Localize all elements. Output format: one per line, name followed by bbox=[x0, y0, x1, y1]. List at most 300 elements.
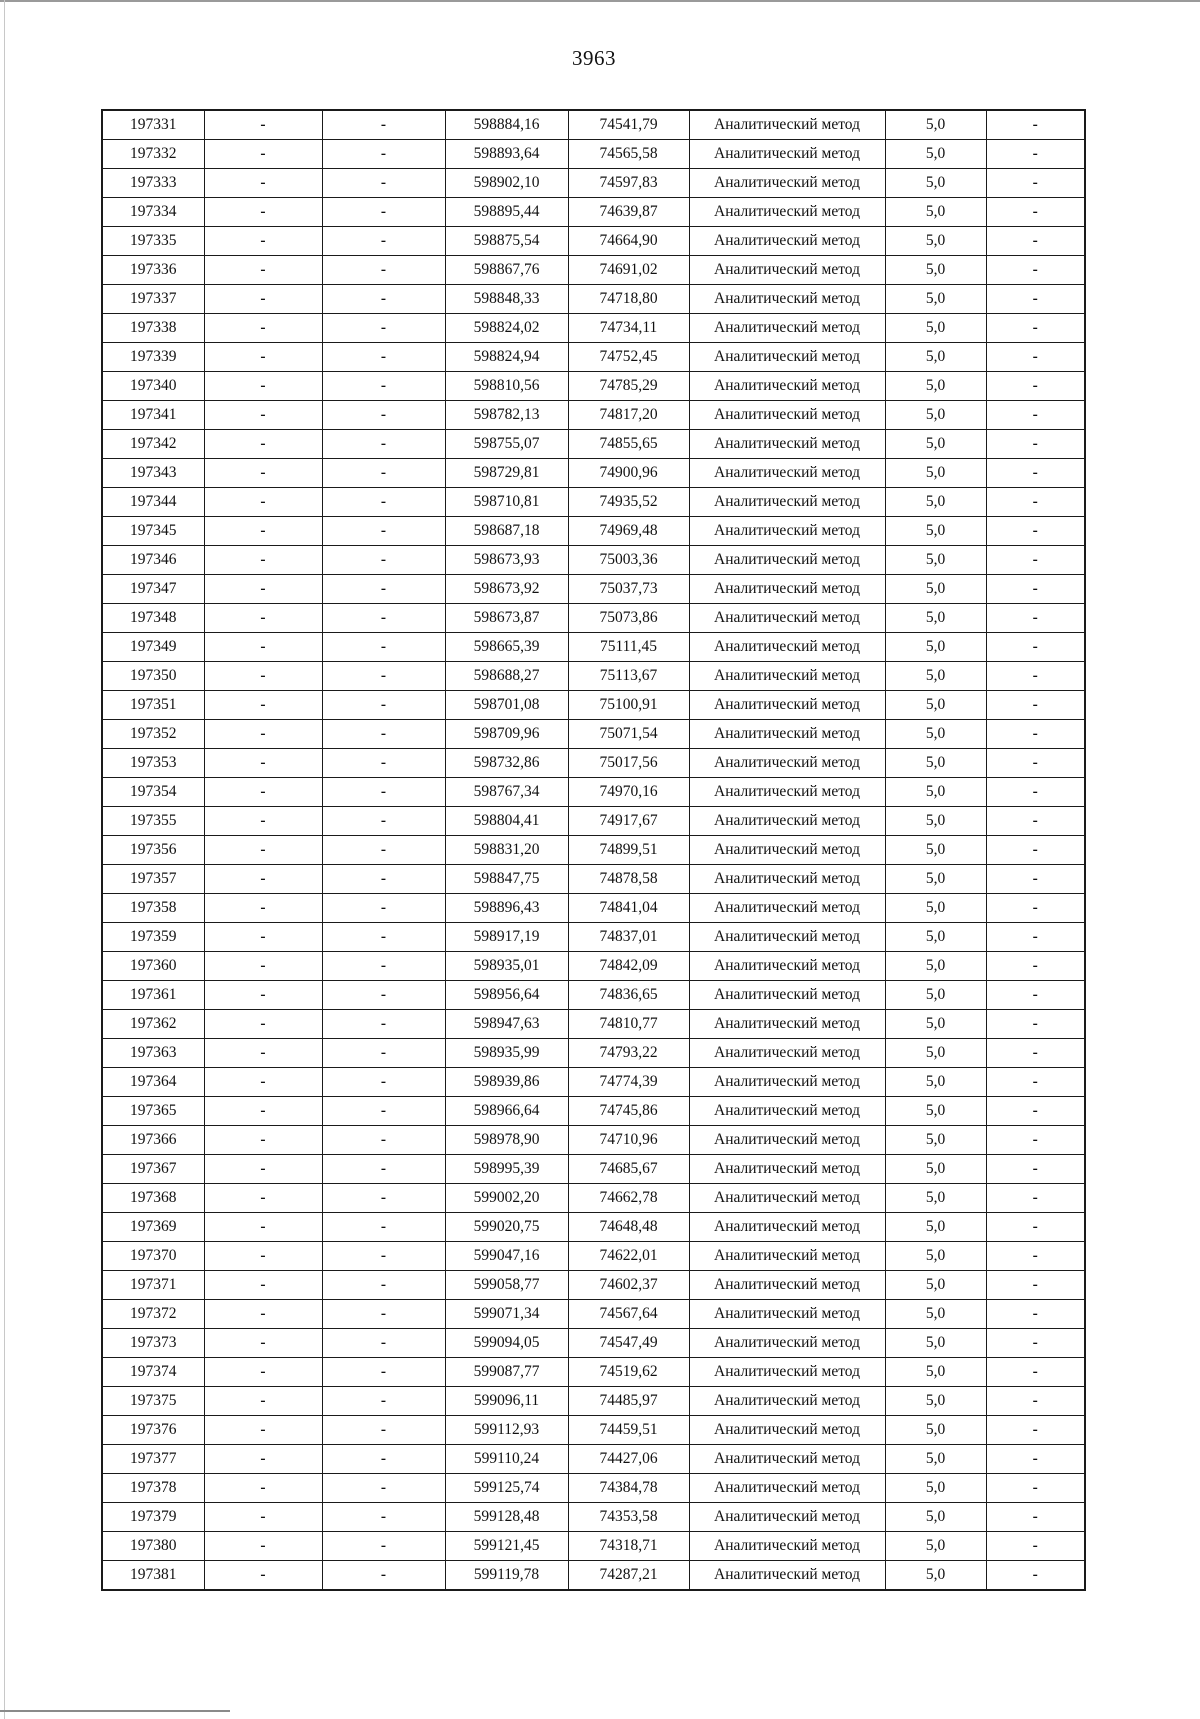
dash-cell-c: - bbox=[986, 1300, 1085, 1329]
accuracy-cell: 5,0 bbox=[885, 923, 986, 952]
method-cell: Аналитический метод bbox=[689, 198, 885, 227]
method-cell: Аналитический метод bbox=[689, 1532, 885, 1561]
accuracy-cell: 5,0 bbox=[885, 459, 986, 488]
method-cell: Аналитический метод bbox=[689, 1387, 885, 1416]
dash-cell-a: - bbox=[204, 1126, 322, 1155]
dash-cell-a: - bbox=[204, 546, 322, 575]
dash-cell-b: - bbox=[322, 720, 445, 749]
dash-cell-a: - bbox=[204, 169, 322, 198]
y-coordinate-cell: 74648,48 bbox=[568, 1213, 689, 1242]
method-cell: Аналитический метод bbox=[689, 1416, 885, 1445]
table-row bbox=[102, 517, 1085, 546]
method-cell: Аналитический метод bbox=[689, 1561, 885, 1591]
dash-cell-b: - bbox=[322, 1242, 445, 1271]
y-coordinate-cell: 74318,71 bbox=[568, 1532, 689, 1561]
method-cell: Аналитический метод bbox=[689, 1097, 885, 1126]
dash-cell-a: - bbox=[204, 314, 322, 343]
dash-cell-a: - bbox=[204, 285, 322, 314]
x-coordinate-cell: 598729,81 bbox=[445, 459, 568, 488]
y-coordinate-cell: 74878,58 bbox=[568, 865, 689, 894]
method-cell: Аналитический метод bbox=[689, 662, 885, 691]
method-cell: Аналитический метод bbox=[689, 169, 885, 198]
y-coordinate-cell: 74855,65 bbox=[568, 430, 689, 459]
accuracy-cell: 5,0 bbox=[885, 227, 986, 256]
dash-cell-b: - bbox=[322, 894, 445, 923]
dash-cell-b: - bbox=[322, 1068, 445, 1097]
dash-cell-a: - bbox=[204, 894, 322, 923]
y-coordinate-cell: 74384,78 bbox=[568, 1474, 689, 1503]
point-number-cell: 197372 bbox=[102, 1300, 204, 1329]
dash-cell-a: - bbox=[204, 401, 322, 430]
point-number-cell: 197380 bbox=[102, 1532, 204, 1561]
dash-cell-a: - bbox=[204, 749, 322, 778]
dash-cell-a: - bbox=[204, 517, 322, 546]
method-cell: Аналитический метод bbox=[689, 1474, 885, 1503]
dash-cell-b: - bbox=[322, 110, 445, 140]
dash-cell-b: - bbox=[322, 1213, 445, 1242]
x-coordinate-cell: 598966,64 bbox=[445, 1097, 568, 1126]
method-cell: Аналитический метод bbox=[689, 517, 885, 546]
table-row bbox=[102, 227, 1085, 256]
dash-cell-a: - bbox=[204, 256, 322, 285]
x-coordinate-cell: 599058,77 bbox=[445, 1271, 568, 1300]
point-number-cell: 197381 bbox=[102, 1561, 204, 1591]
table-row bbox=[102, 1271, 1085, 1300]
x-coordinate-cell: 598978,90 bbox=[445, 1126, 568, 1155]
point-number-cell: 197366 bbox=[102, 1126, 204, 1155]
dash-cell-b: - bbox=[322, 285, 445, 314]
scan-edge-left bbox=[4, 0, 5, 1719]
y-coordinate-cell: 75037,73 bbox=[568, 575, 689, 604]
table-row bbox=[102, 952, 1085, 981]
y-coordinate-cell: 74734,11 bbox=[568, 314, 689, 343]
dash-cell-a: - bbox=[204, 807, 322, 836]
y-coordinate-cell: 74785,29 bbox=[568, 372, 689, 401]
dash-cell-c: - bbox=[986, 749, 1085, 778]
method-cell: Аналитический метод bbox=[689, 952, 885, 981]
point-number-cell: 197351 bbox=[102, 691, 204, 720]
table-row bbox=[102, 836, 1085, 865]
y-coordinate-cell: 74353,58 bbox=[568, 1503, 689, 1532]
dash-cell-a: - bbox=[204, 1155, 322, 1184]
point-number-cell: 197349 bbox=[102, 633, 204, 662]
method-cell: Аналитический метод bbox=[689, 836, 885, 865]
x-coordinate-cell: 598867,76 bbox=[445, 256, 568, 285]
dash-cell-b: - bbox=[322, 314, 445, 343]
x-coordinate-cell: 598884,16 bbox=[445, 110, 568, 140]
point-number-cell: 197374 bbox=[102, 1358, 204, 1387]
dash-cell-a: - bbox=[204, 198, 322, 227]
dash-cell-b: - bbox=[322, 488, 445, 517]
method-cell: Аналитический метод bbox=[689, 488, 885, 517]
dash-cell-b: - bbox=[322, 575, 445, 604]
accuracy-cell: 5,0 bbox=[885, 1271, 986, 1300]
method-cell: Аналитический метод bbox=[689, 1503, 885, 1532]
dash-cell-a: - bbox=[204, 372, 322, 401]
dash-cell-a: - bbox=[204, 1416, 322, 1445]
dash-cell-c: - bbox=[986, 1358, 1085, 1387]
y-coordinate-cell: 74287,21 bbox=[568, 1561, 689, 1591]
dash-cell-b: - bbox=[322, 1039, 445, 1068]
dash-cell-c: - bbox=[986, 1213, 1085, 1242]
x-coordinate-cell: 598687,18 bbox=[445, 517, 568, 546]
accuracy-cell: 5,0 bbox=[885, 401, 986, 430]
point-number-cell: 197339 bbox=[102, 343, 204, 372]
y-coordinate-cell: 74752,45 bbox=[568, 343, 689, 372]
y-coordinate-cell: 74541,79 bbox=[568, 110, 689, 140]
dash-cell-a: - bbox=[204, 1271, 322, 1300]
dash-cell-a: - bbox=[204, 1503, 322, 1532]
method-cell: Аналитический метод bbox=[689, 1300, 885, 1329]
accuracy-cell: 5,0 bbox=[885, 546, 986, 575]
x-coordinate-cell: 598893,64 bbox=[445, 140, 568, 169]
dash-cell-c: - bbox=[986, 1416, 1085, 1445]
y-coordinate-cell: 75003,36 bbox=[568, 546, 689, 575]
x-coordinate-cell: 598947,63 bbox=[445, 1010, 568, 1039]
method-cell: Аналитический метод bbox=[689, 1242, 885, 1271]
dash-cell-b: - bbox=[322, 807, 445, 836]
accuracy-cell: 5,0 bbox=[885, 1010, 986, 1039]
dash-cell-a: - bbox=[204, 1213, 322, 1242]
y-coordinate-cell: 74547,49 bbox=[568, 1329, 689, 1358]
point-number-cell: 197337 bbox=[102, 285, 204, 314]
dash-cell-b: - bbox=[322, 1329, 445, 1358]
point-number-cell: 197373 bbox=[102, 1329, 204, 1358]
point-number-cell: 197348 bbox=[102, 604, 204, 633]
dash-cell-b: - bbox=[322, 1358, 445, 1387]
scan-edge-bottom bbox=[0, 1710, 230, 1712]
coordinates-table bbox=[101, 109, 1086, 1591]
point-number-cell: 197368 bbox=[102, 1184, 204, 1213]
dash-cell-c: - bbox=[986, 256, 1085, 285]
accuracy-cell: 5,0 bbox=[885, 1300, 986, 1329]
point-number-cell: 197343 bbox=[102, 459, 204, 488]
x-coordinate-cell: 599121,45 bbox=[445, 1532, 568, 1561]
dash-cell-b: - bbox=[322, 517, 445, 546]
y-coordinate-cell: 75100,91 bbox=[568, 691, 689, 720]
accuracy-cell: 5,0 bbox=[885, 1126, 986, 1155]
x-coordinate-cell: 598673,93 bbox=[445, 546, 568, 575]
table-row bbox=[102, 1097, 1085, 1126]
dash-cell-b: - bbox=[322, 749, 445, 778]
dash-cell-c: - bbox=[986, 343, 1085, 372]
y-coordinate-cell: 74836,65 bbox=[568, 981, 689, 1010]
dash-cell-a: - bbox=[204, 633, 322, 662]
accuracy-cell: 5,0 bbox=[885, 372, 986, 401]
y-coordinate-cell: 74810,77 bbox=[568, 1010, 689, 1039]
accuracy-cell: 5,0 bbox=[885, 256, 986, 285]
table-row bbox=[102, 1300, 1085, 1329]
table-body bbox=[102, 110, 1085, 1590]
dash-cell-c: - bbox=[986, 1184, 1085, 1213]
x-coordinate-cell: 598896,43 bbox=[445, 894, 568, 923]
method-cell: Аналитический метод bbox=[689, 720, 885, 749]
table-row bbox=[102, 1445, 1085, 1474]
point-number-cell: 197376 bbox=[102, 1416, 204, 1445]
x-coordinate-cell: 598847,75 bbox=[445, 865, 568, 894]
accuracy-cell: 5,0 bbox=[885, 1445, 986, 1474]
accuracy-cell: 5,0 bbox=[885, 749, 986, 778]
dash-cell-c: - bbox=[986, 1561, 1085, 1591]
dash-cell-a: - bbox=[204, 720, 322, 749]
table-row bbox=[102, 198, 1085, 227]
table-row bbox=[102, 430, 1085, 459]
dash-cell-c: - bbox=[986, 1039, 1085, 1068]
x-coordinate-cell: 598709,96 bbox=[445, 720, 568, 749]
accuracy-cell: 5,0 bbox=[885, 1503, 986, 1532]
table-row bbox=[102, 1242, 1085, 1271]
accuracy-cell: 5,0 bbox=[885, 1474, 986, 1503]
dash-cell-a: - bbox=[204, 459, 322, 488]
accuracy-cell: 5,0 bbox=[885, 778, 986, 807]
method-cell: Аналитический метод bbox=[689, 633, 885, 662]
method-cell: Аналитический метод bbox=[689, 575, 885, 604]
table-row bbox=[102, 575, 1085, 604]
dash-cell-a: - bbox=[204, 1329, 322, 1358]
dash-cell-c: - bbox=[986, 488, 1085, 517]
dash-cell-a: - bbox=[204, 1532, 322, 1561]
y-coordinate-cell: 74597,83 bbox=[568, 169, 689, 198]
table-row bbox=[102, 343, 1085, 372]
accuracy-cell: 5,0 bbox=[885, 1387, 986, 1416]
y-coordinate-cell: 74935,52 bbox=[568, 488, 689, 517]
y-coordinate-cell: 74662,78 bbox=[568, 1184, 689, 1213]
dash-cell-a: - bbox=[204, 1474, 322, 1503]
dash-cell-c: - bbox=[986, 691, 1085, 720]
table-row bbox=[102, 1416, 1085, 1445]
accuracy-cell: 5,0 bbox=[885, 488, 986, 517]
point-number-cell: 197345 bbox=[102, 517, 204, 546]
method-cell: Аналитический метод bbox=[689, 1155, 885, 1184]
x-coordinate-cell: 598710,81 bbox=[445, 488, 568, 517]
dash-cell-a: - bbox=[204, 1068, 322, 1097]
accuracy-cell: 5,0 bbox=[885, 1097, 986, 1126]
y-coordinate-cell: 74899,51 bbox=[568, 836, 689, 865]
x-coordinate-cell: 598665,39 bbox=[445, 633, 568, 662]
accuracy-cell: 5,0 bbox=[885, 981, 986, 1010]
table-row bbox=[102, 1387, 1085, 1416]
dash-cell-c: - bbox=[986, 604, 1085, 633]
table-row bbox=[102, 1184, 1085, 1213]
point-number-cell: 197357 bbox=[102, 865, 204, 894]
table-row bbox=[102, 807, 1085, 836]
x-coordinate-cell: 598902,10 bbox=[445, 169, 568, 198]
x-coordinate-cell: 598824,02 bbox=[445, 314, 568, 343]
table-row bbox=[102, 633, 1085, 662]
accuracy-cell: 5,0 bbox=[885, 1184, 986, 1213]
x-coordinate-cell: 598804,41 bbox=[445, 807, 568, 836]
dash-cell-b: - bbox=[322, 343, 445, 372]
dash-cell-c: - bbox=[986, 952, 1085, 981]
point-number-cell: 197353 bbox=[102, 749, 204, 778]
dash-cell-a: - bbox=[204, 140, 322, 169]
table-row bbox=[102, 1503, 1085, 1532]
y-coordinate-cell: 75113,67 bbox=[568, 662, 689, 691]
dash-cell-a: - bbox=[204, 836, 322, 865]
table-row bbox=[102, 1155, 1085, 1184]
dash-cell-a: - bbox=[204, 923, 322, 952]
point-number-cell: 197332 bbox=[102, 140, 204, 169]
dash-cell-b: - bbox=[322, 691, 445, 720]
table-row bbox=[102, 140, 1085, 169]
table-row bbox=[102, 1010, 1085, 1039]
accuracy-cell: 5,0 bbox=[885, 517, 986, 546]
point-number-cell: 197344 bbox=[102, 488, 204, 517]
accuracy-cell: 5,0 bbox=[885, 720, 986, 749]
y-coordinate-cell: 74745,86 bbox=[568, 1097, 689, 1126]
y-coordinate-cell: 74900,96 bbox=[568, 459, 689, 488]
accuracy-cell: 5,0 bbox=[885, 1155, 986, 1184]
y-coordinate-cell: 74970,16 bbox=[568, 778, 689, 807]
table-row bbox=[102, 1039, 1085, 1068]
table-row bbox=[102, 923, 1085, 952]
point-number-cell: 197360 bbox=[102, 952, 204, 981]
dash-cell-b: - bbox=[322, 430, 445, 459]
dash-cell-b: - bbox=[322, 1474, 445, 1503]
dash-cell-c: - bbox=[986, 720, 1085, 749]
method-cell: Аналитический метод bbox=[689, 256, 885, 285]
method-cell: Аналитический метод bbox=[689, 1010, 885, 1039]
dash-cell-b: - bbox=[322, 169, 445, 198]
table-row bbox=[102, 1561, 1085, 1591]
x-coordinate-cell: 599119,78 bbox=[445, 1561, 568, 1591]
dash-cell-c: - bbox=[986, 1474, 1085, 1503]
table-row bbox=[102, 778, 1085, 807]
x-coordinate-cell: 598895,44 bbox=[445, 198, 568, 227]
method-cell: Аналитический метод bbox=[689, 1184, 885, 1213]
x-coordinate-cell: 599071,34 bbox=[445, 1300, 568, 1329]
x-coordinate-cell: 599125,74 bbox=[445, 1474, 568, 1503]
method-cell: Аналитический метод bbox=[689, 314, 885, 343]
table-row bbox=[102, 256, 1085, 285]
point-number-cell: 197355 bbox=[102, 807, 204, 836]
point-number-cell: 197377 bbox=[102, 1445, 204, 1474]
y-coordinate-cell: 74519,62 bbox=[568, 1358, 689, 1387]
dash-cell-c: - bbox=[986, 1532, 1085, 1561]
dash-cell-c: - bbox=[986, 401, 1085, 430]
table-row bbox=[102, 1213, 1085, 1242]
x-coordinate-cell: 598939,86 bbox=[445, 1068, 568, 1097]
dash-cell-b: - bbox=[322, 778, 445, 807]
y-coordinate-cell: 74639,87 bbox=[568, 198, 689, 227]
method-cell: Аналитический метод bbox=[689, 1213, 885, 1242]
point-number-cell: 197371 bbox=[102, 1271, 204, 1300]
point-number-cell: 197356 bbox=[102, 836, 204, 865]
x-coordinate-cell: 598831,20 bbox=[445, 836, 568, 865]
accuracy-cell: 5,0 bbox=[885, 1561, 986, 1591]
dash-cell-c: - bbox=[986, 459, 1085, 488]
point-number-cell: 197362 bbox=[102, 1010, 204, 1039]
point-number-cell: 197361 bbox=[102, 981, 204, 1010]
dash-cell-a: - bbox=[204, 865, 322, 894]
x-coordinate-cell: 598701,08 bbox=[445, 691, 568, 720]
accuracy-cell: 5,0 bbox=[885, 140, 986, 169]
accuracy-cell: 5,0 bbox=[885, 1242, 986, 1271]
accuracy-cell: 5,0 bbox=[885, 836, 986, 865]
dash-cell-b: - bbox=[322, 1503, 445, 1532]
dash-cell-b: - bbox=[322, 198, 445, 227]
dash-cell-c: - bbox=[986, 1155, 1085, 1184]
table-row bbox=[102, 865, 1085, 894]
table-row bbox=[102, 459, 1085, 488]
y-coordinate-cell: 74710,96 bbox=[568, 1126, 689, 1155]
y-coordinate-cell: 74427,06 bbox=[568, 1445, 689, 1474]
y-coordinate-cell: 74459,51 bbox=[568, 1416, 689, 1445]
dash-cell-a: - bbox=[204, 1039, 322, 1068]
x-coordinate-cell: 599002,20 bbox=[445, 1184, 568, 1213]
dash-cell-b: - bbox=[322, 1010, 445, 1039]
accuracy-cell: 5,0 bbox=[885, 952, 986, 981]
x-coordinate-cell: 598824,94 bbox=[445, 343, 568, 372]
accuracy-cell: 5,0 bbox=[885, 575, 986, 604]
method-cell: Аналитический метод bbox=[689, 807, 885, 836]
dash-cell-b: - bbox=[322, 372, 445, 401]
y-coordinate-cell: 74718,80 bbox=[568, 285, 689, 314]
method-cell: Аналитический метод bbox=[689, 546, 885, 575]
dash-cell-a: - bbox=[204, 488, 322, 517]
x-coordinate-cell: 599047,16 bbox=[445, 1242, 568, 1271]
dash-cell-a: - bbox=[204, 1242, 322, 1271]
dash-cell-a: - bbox=[204, 1445, 322, 1474]
y-coordinate-cell: 75017,56 bbox=[568, 749, 689, 778]
point-number-cell: 197347 bbox=[102, 575, 204, 604]
point-number-cell: 197363 bbox=[102, 1039, 204, 1068]
dash-cell-a: - bbox=[204, 1358, 322, 1387]
dash-cell-b: - bbox=[322, 604, 445, 633]
table-row bbox=[102, 401, 1085, 430]
x-coordinate-cell: 599112,93 bbox=[445, 1416, 568, 1445]
y-coordinate-cell: 74841,04 bbox=[568, 894, 689, 923]
table-row bbox=[102, 1474, 1085, 1503]
point-number-cell: 197342 bbox=[102, 430, 204, 459]
dash-cell-a: - bbox=[204, 1561, 322, 1591]
dash-cell-a: - bbox=[204, 662, 322, 691]
dash-cell-b: - bbox=[322, 923, 445, 952]
accuracy-cell: 5,0 bbox=[885, 1039, 986, 1068]
x-coordinate-cell: 598935,01 bbox=[445, 952, 568, 981]
y-coordinate-cell: 74837,01 bbox=[568, 923, 689, 952]
point-number-cell: 197379 bbox=[102, 1503, 204, 1532]
y-coordinate-cell: 74969,48 bbox=[568, 517, 689, 546]
y-coordinate-cell: 74664,90 bbox=[568, 227, 689, 256]
method-cell: Аналитический метод bbox=[689, 1329, 885, 1358]
dash-cell-b: - bbox=[322, 140, 445, 169]
dash-cell-b: - bbox=[322, 1126, 445, 1155]
y-coordinate-cell: 74565,58 bbox=[568, 140, 689, 169]
dash-cell-c: - bbox=[986, 517, 1085, 546]
method-cell: Аналитический метод bbox=[689, 110, 885, 140]
dash-cell-b: - bbox=[322, 1416, 445, 1445]
point-number-cell: 197370 bbox=[102, 1242, 204, 1271]
method-cell: Аналитический метод bbox=[689, 778, 885, 807]
point-number-cell: 197340 bbox=[102, 372, 204, 401]
accuracy-cell: 5,0 bbox=[885, 894, 986, 923]
x-coordinate-cell: 598767,34 bbox=[445, 778, 568, 807]
x-coordinate-cell: 598782,13 bbox=[445, 401, 568, 430]
y-coordinate-cell: 74567,64 bbox=[568, 1300, 689, 1329]
dash-cell-c: - bbox=[986, 778, 1085, 807]
dash-cell-c: - bbox=[986, 198, 1085, 227]
method-cell: Аналитический метод bbox=[689, 401, 885, 430]
dash-cell-b: - bbox=[322, 227, 445, 256]
table-row bbox=[102, 1358, 1085, 1387]
dash-cell-c: - bbox=[986, 1068, 1085, 1097]
x-coordinate-cell: 598935,99 bbox=[445, 1039, 568, 1068]
method-cell: Аналитический метод bbox=[689, 1126, 885, 1155]
point-number-cell: 197364 bbox=[102, 1068, 204, 1097]
method-cell: Аналитический метод bbox=[689, 459, 885, 488]
dash-cell-b: - bbox=[322, 836, 445, 865]
